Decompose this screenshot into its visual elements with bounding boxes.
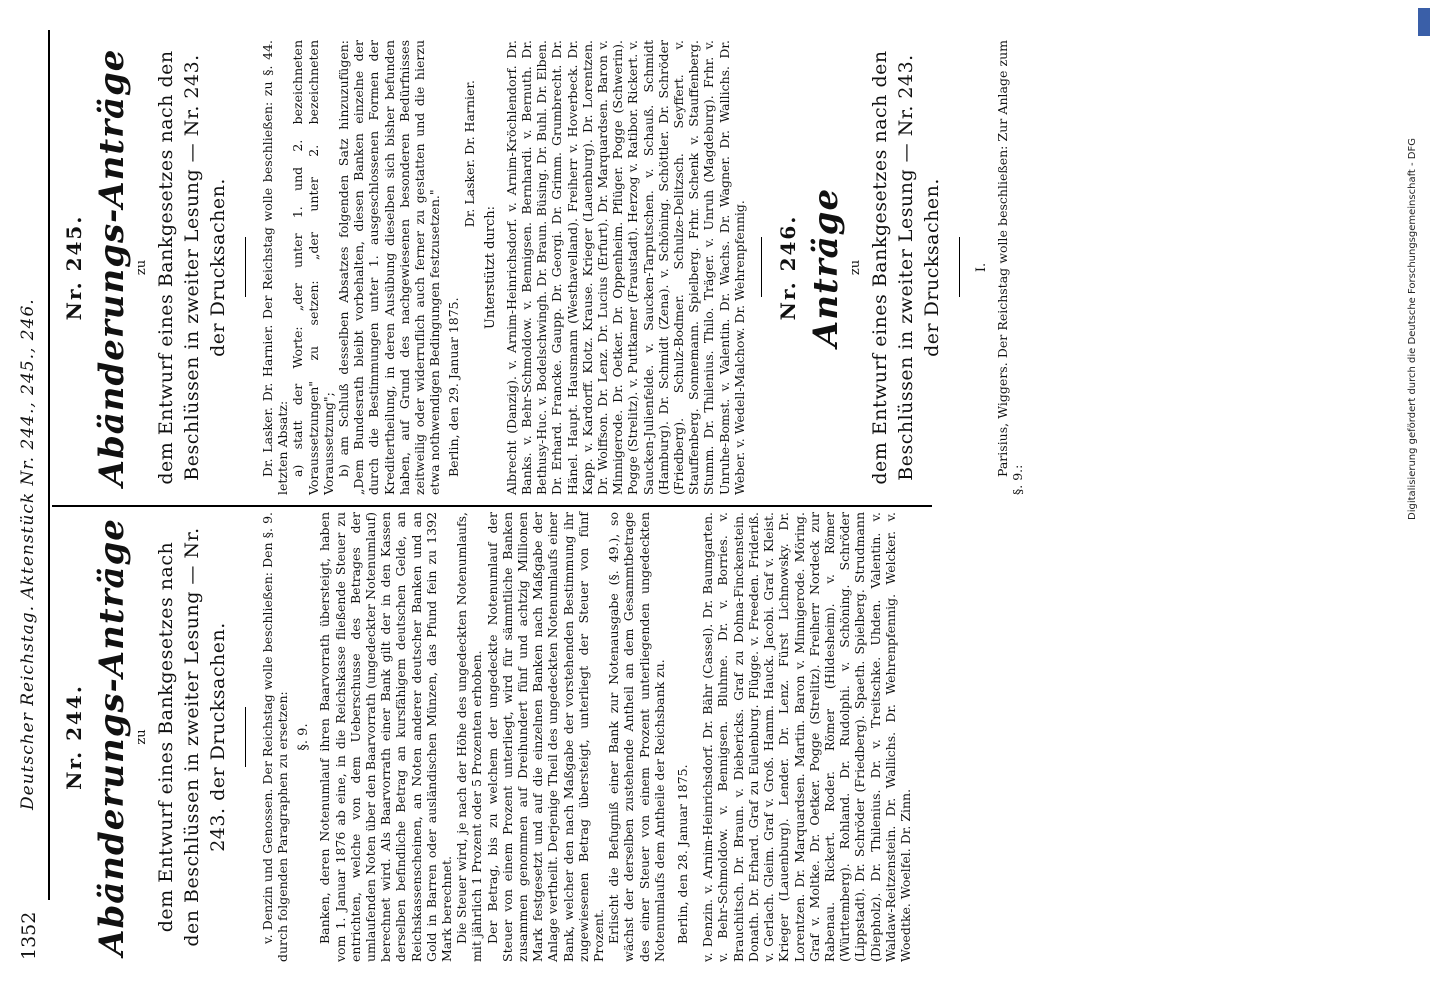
doc244-body2: Die Steuer wird, je nach der Höhe des ungedeckten Notenumlaufs, mit jährlich 1 Prozent oder 5 Prozenten erhoben. xyxy=(454,512,485,962)
column-left xyxy=(52,512,913,962)
doc245-divider xyxy=(245,238,246,298)
doc246-number: Nr. 246. xyxy=(776,214,801,321)
doc245-support: Unterstützt durch: xyxy=(482,205,498,330)
doc245-zu: zu xyxy=(134,259,149,276)
doc244-paragraph-sign: §. 9. xyxy=(296,723,312,751)
doc245-names: Dr. Lasker. Dr. Harnier. xyxy=(461,80,477,228)
doc245-title: Abänderungs-Anträge xyxy=(92,48,132,487)
doc245-end-divider xyxy=(761,238,762,298)
doc244-body3: Der Betrag, bis zu welchem der ungedeckte Notenumlauf der Steuer von einem Prozent unterliegt, wird für sämmtliche Banken zusammen genommen auf Dreihundert fünf und achtzig Millionen Mark festgesetzt und auf die einzelnen Banken nach Maßgabe der Anlage vertheilt. Derjenige Theil des ungedeckten Notenumlaufs einer Bank, welcher den nach Maßgabe der vorstehenden Bestimmung ihr zugewiesenen Betrag übersteigt, unterliegt der Steuer von fünf Prozent. xyxy=(484,512,607,962)
doc245-item-a: a) statt der Worte: „der unter 1. und 2. bezeichneten Voraussetzungen" zu setzen: „der unter 2. bezeichneten Voraussetzung"; xyxy=(290,40,336,495)
doc246-motion: Parisius, Wiggers. Der Reichstag wolle beschließen: Zur Anlage zum §. 9.: xyxy=(995,40,1026,495)
doc244-divider xyxy=(245,707,246,767)
doc244-body4: Erlischt die Befugniß einer Bank zur Notenausgabe (§. 49.), so wächst der derselben zustehende Antheil an dem Gesammtbetrage des einer Steuer von einem Prozent unterliegenden ungedeckten Notenumlaufs dem Antheile der Reichsbank zu. xyxy=(606,512,667,962)
dfg-logo xyxy=(1418,8,1430,36)
doc246-title: Anträge xyxy=(806,187,847,348)
doc244-body: Banken, deren Notenumlauf ihren Baarvorrath übersteigt, haben vom 1. Januar 1876 ab eine, in die Reichskasse fließende Steuer zu entrichten, welche von dem Ueberschusse des Betrages der umlaufenden Noten über den Baarvorrath (ungedeckter Notenumlauf) berechnet wird. Als Baarvorrath einer Bank gilt der in den Kassen derselben befindliche Betrag an kursfähigem deutschen Gelde, an Reichskassenscheinen, an Noten anderer deutscher Banken und an Gold in Barren oder ausländischen Münzen, das Pfund fein zu 1392 Mark berechnet. xyxy=(317,512,455,962)
doc244-subtitle: dem Entwurf eines Bankgesetzes nach den Beschlüssen in zweiter Lesung — Nr. 243. der Drucksachen. xyxy=(155,527,229,947)
doc244-date: Berlin, den 28. Januar 1875. xyxy=(675,764,691,944)
page-header xyxy=(14,30,44,960)
doc246-roman: I. xyxy=(974,262,990,273)
doc244-zu: zu xyxy=(134,729,149,745)
doc244-motion: v. Denzin und Genossen. Der Reichstag wolle beschließen: Den §. 9. durch folgenden Paragraphen zu ersetzen: xyxy=(260,512,291,962)
doc245-signatories: Albrecht (Danzig). v. Arnim-Heinrichsdorf. v. Arnim-Kröchlendorf. Dr. Banks. v. Behr-Schmoldow. v. Bennigsen. Bernhardi. v. Bernuth. Dr. Bethusy-Huc. v. Bodelschwingh. Dr. Braun. Büsing. Dr. Buhl. Dr. Elben. Dr. Erhard. Francke. Gaupp. Dr. Georgi. Dr. Grimm. Grumbrecht. Dr. Hänel. Haupt. Hausmann (Westhavelland). Freiherr v. Hoverbeck. Dr. Kapp. v. Kardorff. Klotz. Krause. Krieger (Lauenburg). Dr. Lorentzen. Dr. Wolffson. Dr. Lenz. Dr. Lucius (Erfurt). Dr. Marquardsen. Baron v. Minnigerode. Dr. Oetker. Dr. Oppenheim. Pflüger. Pogge (Schwerin). Pogge (Strelitz). v. Puttkamer (Fraustadt). Herzog v. Ratibor. Rickert. v. Saucken-Julienfelde. v. Saucken-Tarputschen. v. Schauß. Schmidt (Hamburg). Dr. Schmidt (Zena). v. Schöning. Schöttler. Dr. Schröder (Friedberg). Schulz-Bodmer. Schulze-Delitzsch. Seyffert. v. Stauffenberg. Sonnemann. Spielberg. Frhr. Schenk v. Stauffenberg. Stumm. Dr. Thilenius. Thilo. Träger. v. Unruh (Magdeburg). Frhr. v. Unruhe-Bomst. v. Valentin. Dr. Wachs. Dr. Wagner. Dr. Wallichs. Dr. Weber. v. Wedell-Malchow. Dr. Wehrenpfennig. xyxy=(503,40,747,495)
digitization-credit: Digitalisierung gefördert durch die Deutsche Forschungsgemeinschaft - DFG xyxy=(1407,137,1418,520)
doc244-signatories: v. Denzin. v. Arnim-Heinrichsdorf. Dr. Bähr (Cassel). Dr. Baumgarten. v. Behr-Schmoldow. v. Bennigsen. Bluhme. Dr. v. Borries. v. Brauchitsch. Dr. Braun. v. Diebericks. Graf zu Dohna-Finckenstein. Donath. Dr. Erhard. Graf zu Eulenburg. Flügge. v. Freeden. Frideriß. v. Gerlach. Gleim. Graf v. Groß. Hamm. Hauck. Jacobi. Graf v. Kleist. Krieger (Lauenburg). Lender. Dr. Lenz. Fürst Lichnowsky. Dr. Lorentzen. Dr. Marquardsen. Martin. Baron v. Minnigerode. Möring. Graf v. Moltke. Dr. Oetker. Pogge (Strelitz). Freiherr Nordeck zur Rabenau. Rickert. Roder. Römer (Hildesheim). v. Römer (Württemberg). Rohland. Dr. Rudolphi. v. Schöning. Schröder (Lippstadt). Dr. Schröder (Friedberg). Spaeth. Spielberg. Strudmann (Diepholz). Dr. Thilenius. Dr. v. Treitschke. Uhden. Valentin. v. Waldaw-Reitzenstein. Dr. Wallichs. Dr. Wehrenpfennig. Welcker. v. Woedtke. Woelfel. Dr. Zinn. xyxy=(700,512,913,962)
doc245-motion: Dr. Lasker. Dr. Harnier. Der Reichstag wolle beschließen: zu §. 44. letzten Absatz: xyxy=(260,40,291,495)
doc245-subtitle: dem Entwurf eines Bankgesetzes nach den Beschlüssen in zweiter Lesung — Nr. 243. der Drucksachen. xyxy=(155,50,229,485)
doc244-number: Nr. 244. xyxy=(62,684,86,790)
column-right xyxy=(52,40,1026,495)
doc245-number: Nr. 245. xyxy=(62,214,86,321)
page-number: 1352 xyxy=(18,911,40,960)
doc245-item-b: b) am Schluß desselben Absatzes folgenden Satz hinzuzufügen: „Dem Bundesrath bleibt vorbehalten, diesen Banken einzelne der durch die Bestimmungen unter 1. ausgeschlossenen Formen der Kreditertheilung, in deren Ausübung dieselben sich bisher befunden haben, auf Grund des nachgewiesenen besonderen Bedürfnisses zeitweilig oder widerruflich auch ferner zu gestatten und die hierzu etwa nothwendigen Bedingungen festzusetzen." xyxy=(336,40,443,495)
doc246-divider xyxy=(959,238,960,298)
doc246-subtitle: dem Entwurf eines Bankgesetzes nach den Beschlüssen in zweiter Lesung — Nr. 243. der Drucksachen. xyxy=(869,50,944,485)
column-divider xyxy=(52,505,932,507)
doc246-zu: zu xyxy=(848,259,864,276)
doc245-date: Berlin, den 29. Januar 1875. xyxy=(446,297,462,477)
header-rule xyxy=(48,30,50,900)
running-title: Deutscher Reichstag. Aktenstück Nr. 244., 245., 246. xyxy=(18,298,38,810)
doc244-title: Abänderungs-Anträge xyxy=(92,518,132,956)
